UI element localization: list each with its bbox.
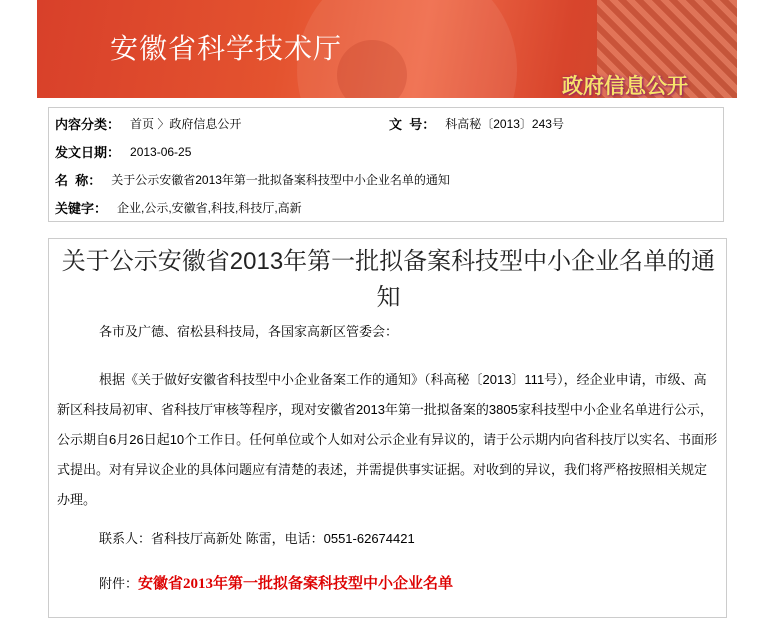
article-title: 关于公示安徽省2013年第一批拟备案科技型中小企业名单的通知 <box>61 248 716 311</box>
breadcrumb[interactable]: 首页 〉政府信息公开 <box>130 117 242 131</box>
keywords-value: 企业,公示,安徽省,科技,科技厅,高新 <box>117 201 302 215</box>
name-value: 关于公示安徽省2013年第一批拟备案科技型中小企业名单的通知 <box>111 173 450 187</box>
date-value: 2013-06-25 <box>130 144 192 159</box>
docno-label: 文 号： <box>389 117 436 132</box>
date-row <box>55 142 191 161</box>
document-info-panel <box>48 107 724 222</box>
name-label: 名 称： <box>55 173 102 188</box>
keywords-row <box>55 198 302 217</box>
name-row <box>55 170 450 189</box>
attachment-row <box>99 572 453 593</box>
date-label: 发文日期： <box>55 145 121 160</box>
site-banner <box>37 0 737 98</box>
category-row <box>55 114 241 133</box>
article-body: 根据《关于做好安徽省科技型中小企业备案工作的通知》（科高秘〔2013〕111号），经企业申请，市级、高新区科技局初审、省科技厅审核等程序，现对安徽省2013年第一批拟备案的3805家科技型中小企业名单进行公示，公示期自6月26日起10个工作日。任何单位或个人如对公示企业有异议的，请于公示期内向省科技厅以实名、书面形式提出。对有异议企业的具体问题应有清楚的表述，并需提供事实证据。对收到的异议，我们将严格按照相关规定办理。 <box>57 372 718 507</box>
keywords-label: 关键字： <box>55 201 108 216</box>
attachment-link[interactable]: 安徽省2013年第一批拟备案科技型中小企业名单 <box>138 576 454 592</box>
salutation: 各市及广德、宿松县科技局，各国家高新区管委会： <box>99 324 399 339</box>
contact-info: 联系人：省科技厅高新处 陈雷，电话：0551-62674421 <box>99 531 415 546</box>
site-title: 安徽省科学技术厅 <box>110 33 343 64</box>
article-container <box>48 238 727 618</box>
docno-value: 科高秘〔2013〕243号 <box>445 117 564 131</box>
category-label: 内容分类： <box>55 117 121 132</box>
docno-row <box>389 114 564 133</box>
section-tag: 政府信息公开 <box>562 75 688 98</box>
attachment-label: 附件： <box>99 576 139 591</box>
